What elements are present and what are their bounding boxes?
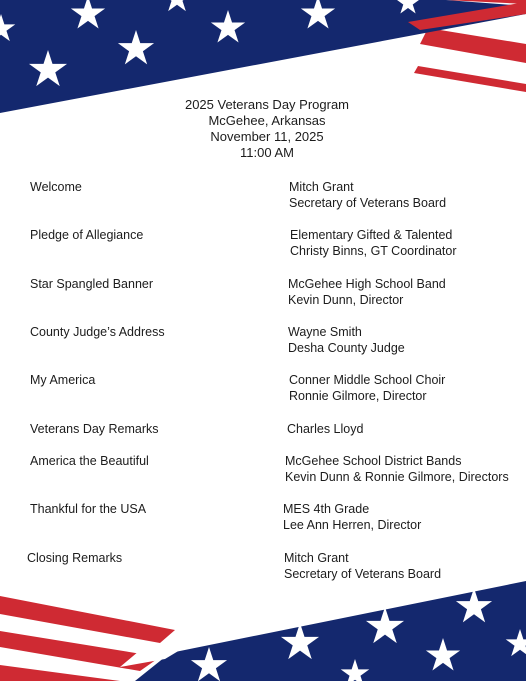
program-date: November 11, 2025 — [210, 129, 324, 144]
program-title: 2025 Veterans Day Program — [184, 97, 350, 112]
program-presenter — [288, 324, 405, 356]
program-row — [0, 421, 526, 455]
program-presenter — [287, 421, 363, 437]
program-header — [0, 97, 526, 161]
presenter-line: Mitch Grant — [284, 551, 349, 565]
flag-field-bottom — [135, 581, 526, 681]
program-row — [0, 179, 526, 213]
flag-banner-bottom — [0, 581, 526, 681]
presenter-line: Secretary of Veterans Board — [289, 196, 447, 210]
presenter-line: Mitch Grant — [289, 180, 354, 194]
presenter-line: Ronnie Gilmore, Director — [289, 389, 427, 403]
presenter-line: Christy Binns, GT Coordinator — [290, 244, 457, 258]
program-row — [0, 227, 526, 261]
program-item: My America — [30, 373, 96, 387]
presenter-line: Wayne Smith — [288, 325, 362, 339]
program-presenter — [283, 501, 421, 533]
presenter-line: Conner Middle School Choir — [289, 373, 446, 387]
program-presenter — [289, 372, 445, 404]
program-presenter — [285, 453, 509, 485]
presenter-line: MES 4th Grade — [283, 502, 370, 516]
program-row — [0, 276, 526, 310]
program-row — [0, 501, 526, 535]
program-item: Pledge of Allegiance — [30, 228, 144, 242]
presenter-line: Charles Lloyd — [287, 422, 364, 436]
program-row — [0, 550, 526, 584]
stripe-red-bottom — [0, 596, 175, 681]
program-presenter — [290, 227, 457, 259]
presenter-line: McGehee High School Band — [288, 277, 446, 291]
presenter-line: McGehee School District Bands — [285, 454, 462, 468]
program-item: Star Spangled Banner — [30, 277, 154, 291]
program-item: Closing Remarks — [27, 551, 123, 565]
presenter-line: Kevin Dunn & Ronnie Gilmore, Directors — [285, 470, 509, 484]
program-item: Welcome — [30, 180, 82, 194]
program-item: Thankful for the USA — [30, 502, 147, 516]
program-item: County Judge’s Address — [30, 325, 165, 339]
presenter-line: Kevin Dunn, Director — [288, 293, 404, 307]
presenter-line: Secretary of Veterans Board — [284, 567, 442, 581]
program-location: McGehee, Arkansas — [208, 113, 326, 128]
program-presenter — [288, 276, 446, 308]
presenter-line: Desha County Judge — [288, 341, 405, 355]
program-presenter — [289, 179, 446, 211]
program-item: America the Beautiful — [30, 454, 149, 468]
program-time: 11:00 AM — [240, 145, 294, 160]
program-row — [0, 324, 526, 358]
presenter-line: Lee Ann Herren, Director — [283, 518, 422, 532]
presenter-line: Elementary Gifted & Talented — [290, 228, 453, 242]
program-row — [0, 372, 526, 406]
program-item: Veterans Day Remarks — [30, 422, 159, 436]
program-row — [0, 453, 526, 487]
program-presenter — [284, 550, 441, 582]
